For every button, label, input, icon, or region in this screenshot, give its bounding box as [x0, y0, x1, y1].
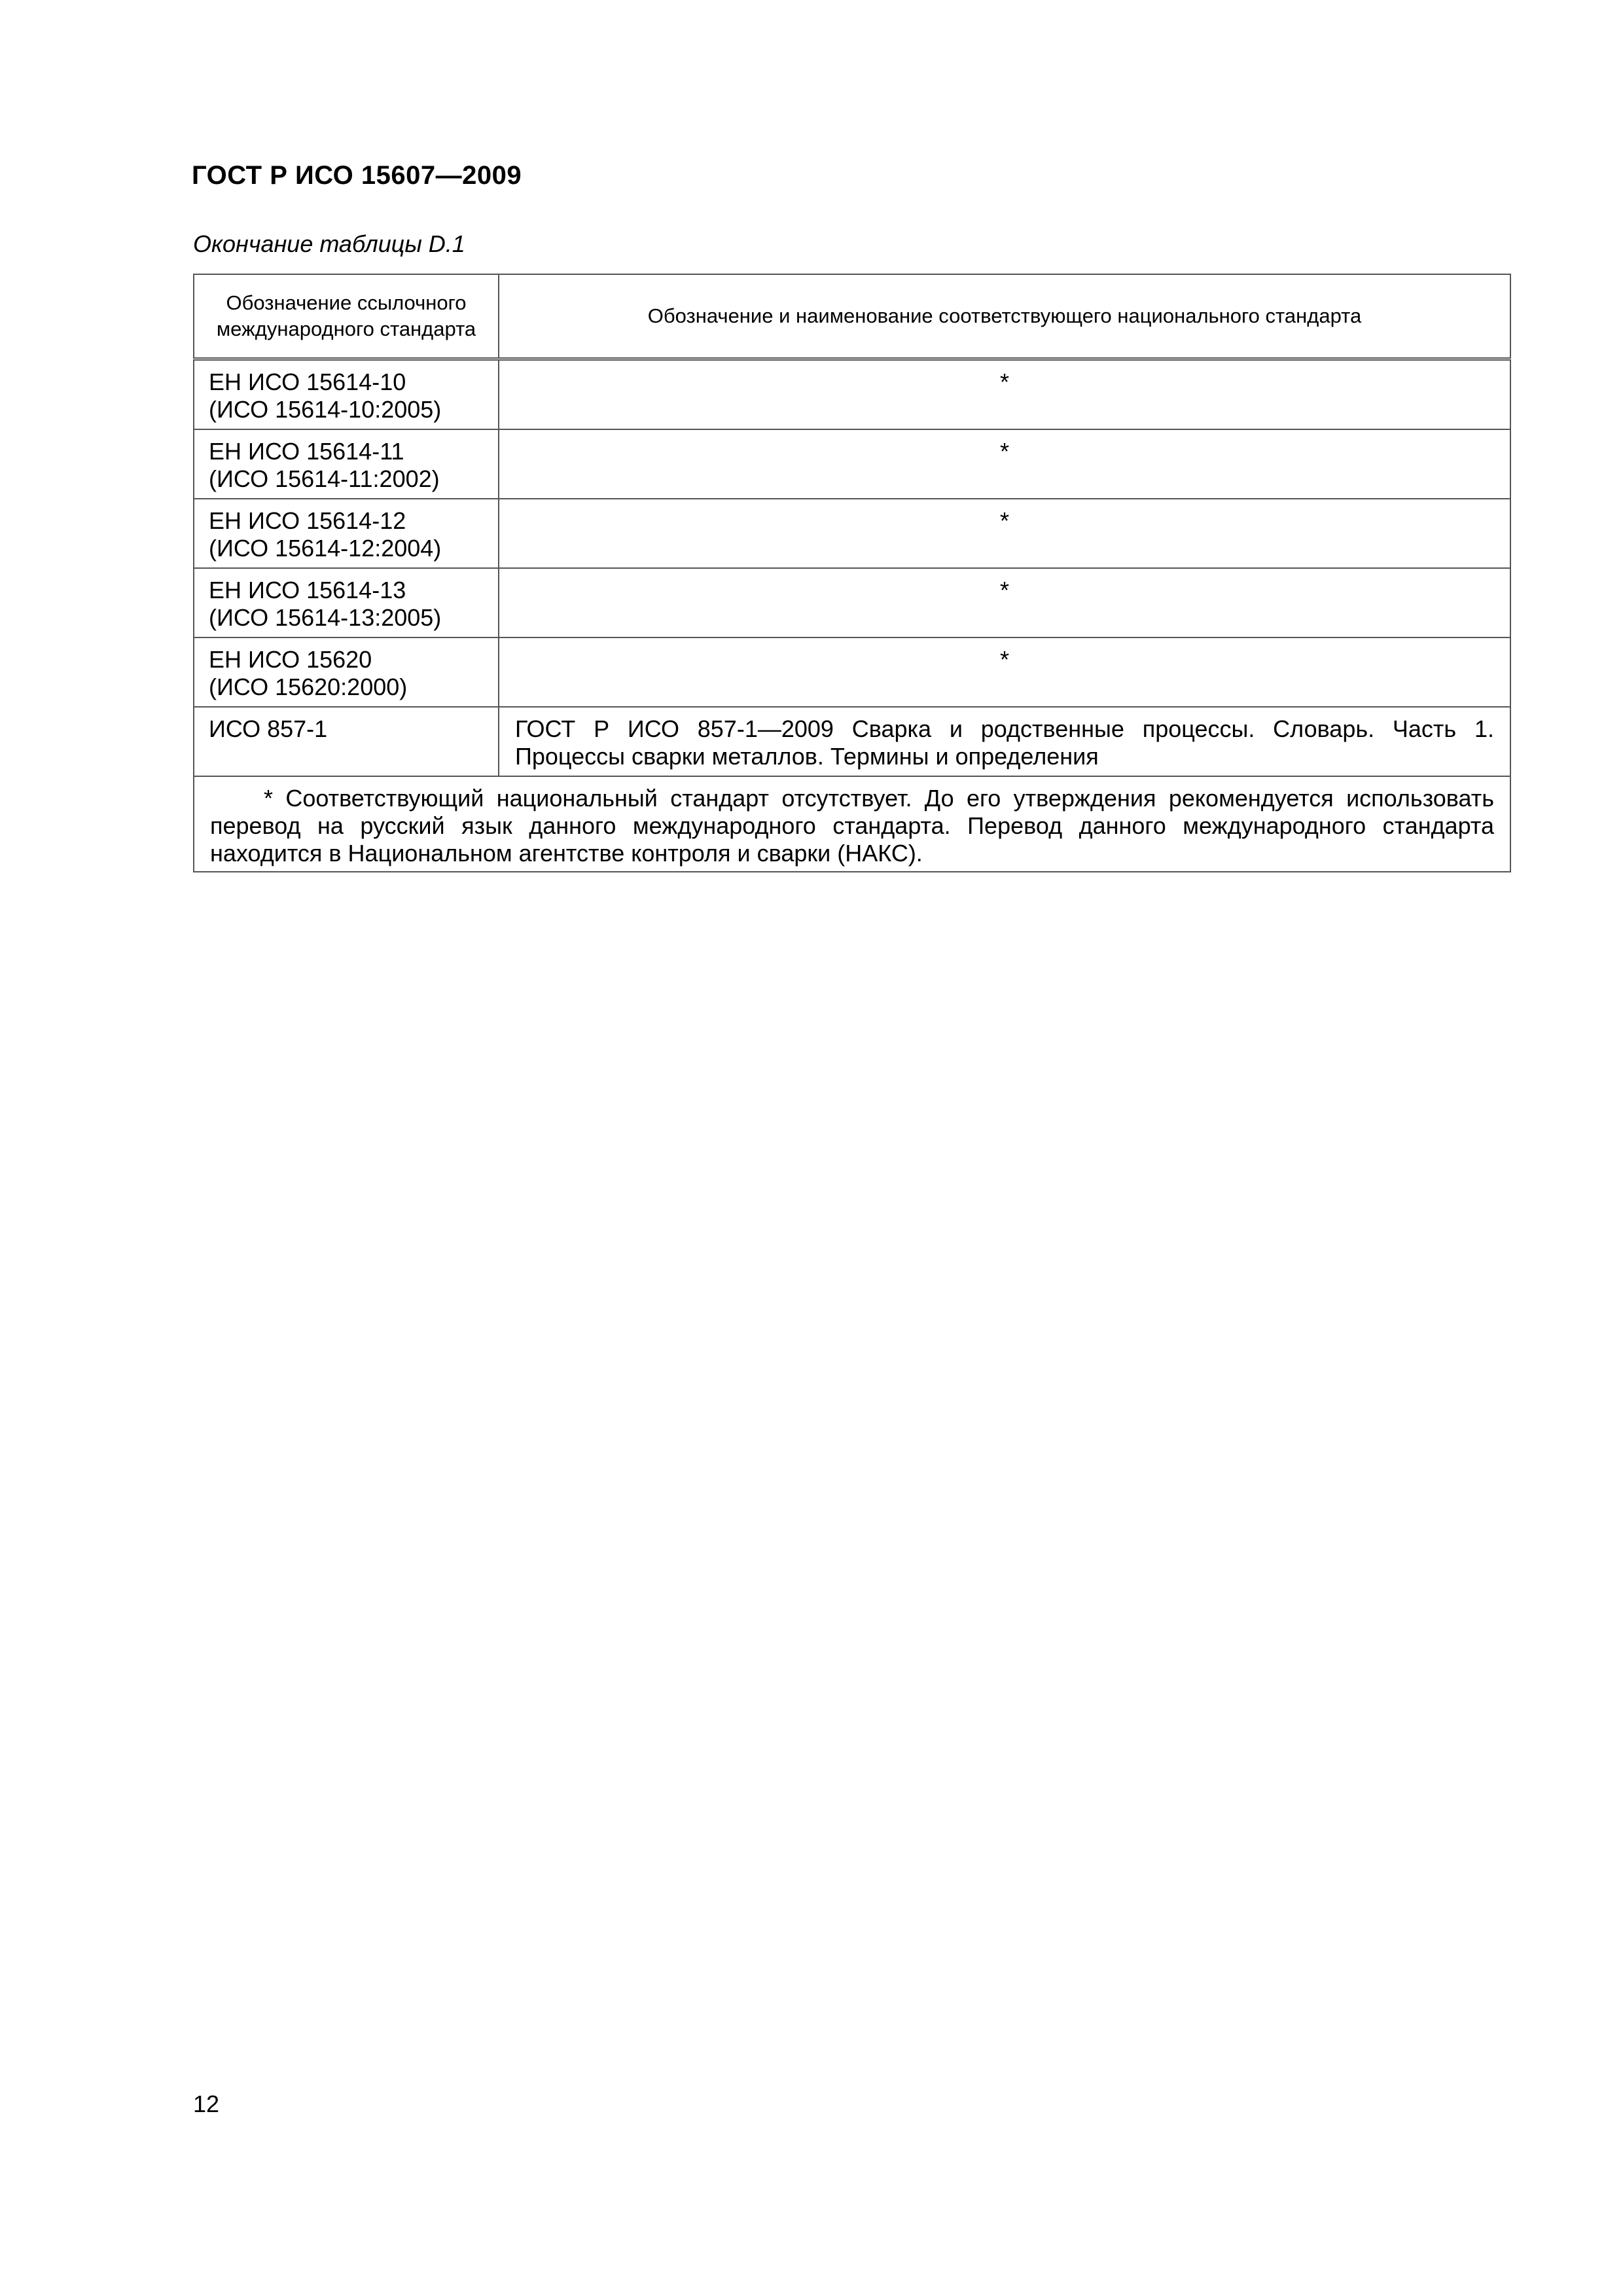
- table-caption: Окончание таблицы D.1: [193, 230, 465, 257]
- reference-iso-designation: (ИСО 15614-12:2004): [209, 535, 442, 562]
- reference-iso-designation: (ИСО 15614-13:2005): [209, 604, 442, 631]
- document-code: ГОСТ Р ИСО 15607—2009: [192, 161, 522, 190]
- column-header-national: Обозначение и наименование соответствующего национального стандарта: [499, 274, 1510, 359]
- table-row: [194, 429, 1510, 499]
- reference-iso-designation: (ИСО 15620:2000): [209, 673, 408, 700]
- reference-cell: [194, 499, 499, 568]
- table-footnote: * Соответствующий национальный стандарт отсутствует. До его утверждения рекомендуется использовать перевод на русский язык данного международного стандарта. Перевод данного международного стандарта находится в Национальном агентстве контроля и сварки (НАКС).: [194, 776, 1510, 872]
- table-row: [194, 499, 1510, 568]
- reference-cell: [194, 359, 499, 430]
- table-row: [194, 637, 1510, 707]
- national-standard-cell: *: [499, 499, 1510, 568]
- reference-designation: ИСО 857-1: [209, 715, 328, 742]
- reference-cell: [194, 568, 499, 637]
- reference-cell: [194, 707, 499, 776]
- reference-designation: ЕН ИСО 15614-10: [209, 368, 406, 395]
- table-row: [194, 568, 1510, 637]
- table-header: [194, 274, 1510, 359]
- table-row: [194, 359, 1510, 430]
- national-standard-cell: *: [499, 359, 1510, 430]
- reference-designation: ЕН ИСО 15614-11: [209, 438, 404, 465]
- national-standard-cell: *: [499, 637, 1510, 707]
- column-header-reference: [194, 274, 499, 359]
- reference-table: [193, 274, 1511, 872]
- reference-cell: [194, 429, 499, 499]
- reference-iso-designation: (ИСО 15614-10:2005): [209, 396, 442, 423]
- reference-designation: ЕН ИСО 15620: [209, 646, 372, 673]
- national-standard-cell: ГОСТ Р ИСО 857-1—2009 Сварка и родственные процессы. Словарь. Часть 1. Процессы сварки металлов. Термины и определения: [499, 707, 1510, 776]
- reference-cell: [194, 637, 499, 707]
- table-body: [194, 359, 1510, 872]
- column-header-reference-line1: Обозначение ссылочного: [226, 291, 467, 314]
- column-header-reference-line2: международного стандарта: [216, 317, 476, 340]
- footnote-row: [194, 776, 1510, 872]
- header-row: [194, 274, 1510, 359]
- reference-designation: ЕН ИСО 15614-12: [209, 507, 406, 534]
- page-number: 12: [193, 2090, 220, 2117]
- national-standard-cell: *: [499, 429, 1510, 499]
- national-standard-cell: *: [499, 568, 1510, 637]
- table-row: [194, 707, 1510, 776]
- reference-iso-designation: (ИСО 15614-11:2002): [209, 465, 440, 492]
- reference-designation: ЕН ИСО 15614-13: [209, 577, 406, 603]
